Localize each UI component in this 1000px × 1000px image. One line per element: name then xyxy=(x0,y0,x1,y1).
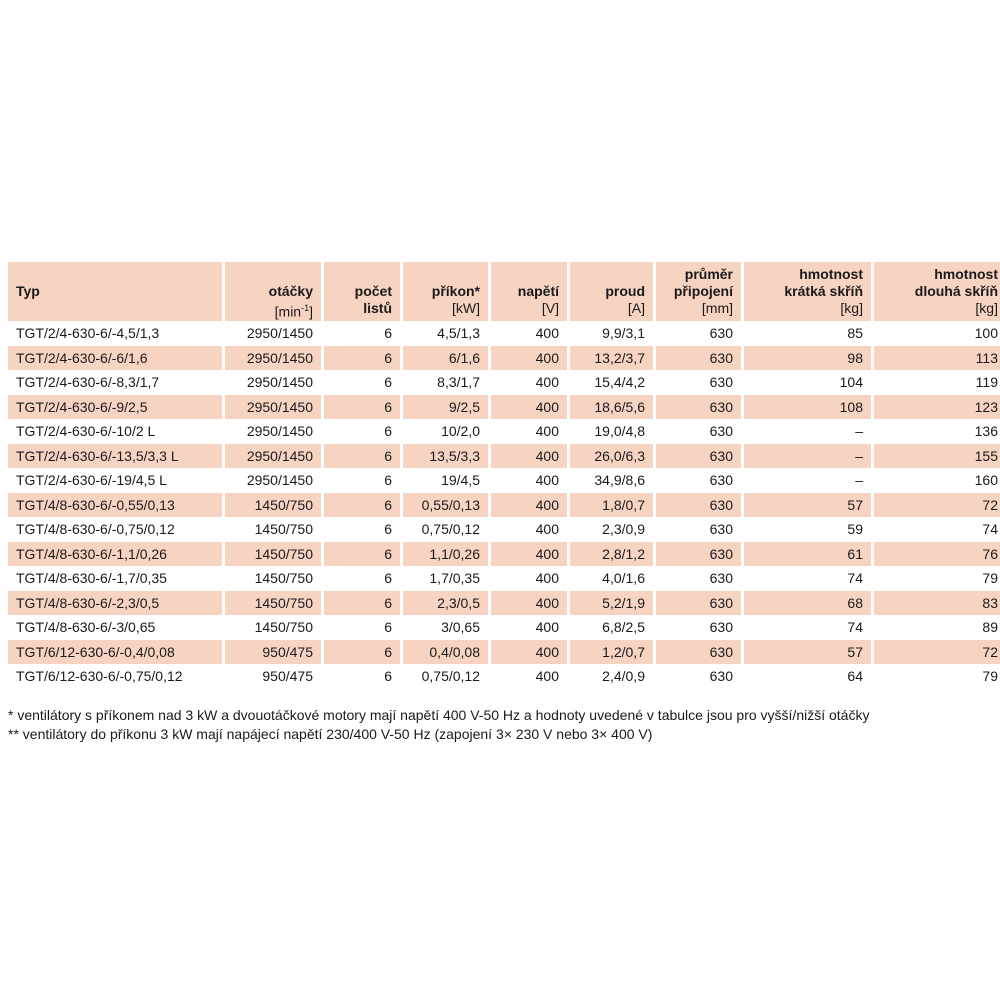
cell-prikon: 2,3/0,5 xyxy=(403,590,491,615)
cell-pocet-listu: 6 xyxy=(324,566,403,591)
cell-hmotnost-kratka: 74 xyxy=(744,615,874,640)
cell-napeti: 400 xyxy=(491,492,570,517)
cell-hmotnost-kratka: 64 xyxy=(744,664,874,689)
cell-hmotnost-kratka: – xyxy=(744,468,874,493)
cell-pocet-listu: 6 xyxy=(324,468,403,493)
cell-hmotnost-dlouha: 79 xyxy=(874,566,1000,591)
cell-otacky: 1450/750 xyxy=(225,492,324,517)
cell-prikon: 19/4,5 xyxy=(403,468,491,493)
cell-prumer: 630 xyxy=(656,590,744,615)
cell-hmotnost-dlouha: 123 xyxy=(874,394,1000,419)
cell-typ: TGT/6/12-630-6/-0,4/0,08 xyxy=(8,639,225,664)
footnotes xyxy=(8,706,996,744)
cell-pocet-listu: 6 xyxy=(324,492,403,517)
cell-napeti: 400 xyxy=(491,615,570,640)
cell-pocet-listu: 6 xyxy=(324,394,403,419)
cell-prikon: 10/2,0 xyxy=(403,419,491,444)
cell-hmotnost-kratka: – xyxy=(744,419,874,444)
spec-table-container xyxy=(8,262,996,688)
cell-otacky: 2950/1450 xyxy=(225,468,324,493)
cell-napeti: 400 xyxy=(491,321,570,346)
cell-hmotnost-kratka: 85 xyxy=(744,321,874,346)
cell-pocet-listu: 6 xyxy=(324,517,403,542)
cell-napeti: 400 xyxy=(491,664,570,689)
cell-hmotnost-kratka: 108 xyxy=(744,394,874,419)
cell-otacky: 2950/1450 xyxy=(225,370,324,395)
cell-typ: TGT/6/12-630-6/-0,75/0,12 xyxy=(8,664,225,689)
cell-hmotnost-dlouha: 136 xyxy=(874,419,1000,444)
cell-typ: TGT/4/8-630-6/-3/0,65 xyxy=(8,615,225,640)
table-header-row xyxy=(8,262,1000,321)
table-row xyxy=(8,615,1000,640)
cell-typ: TGT/4/8-630-6/-2,3/0,5 xyxy=(8,590,225,615)
cell-prumer: 630 xyxy=(656,639,744,664)
cell-hmotnost-kratka: – xyxy=(744,443,874,468)
cell-hmotnost-dlouha: 100 xyxy=(874,321,1000,346)
cell-pocet-listu: 6 xyxy=(324,590,403,615)
cell-hmotnost-dlouha: 113 xyxy=(874,345,1000,370)
cell-proud: 5,2/1,9 xyxy=(570,590,656,615)
cell-proud: 1,2/0,7 xyxy=(570,639,656,664)
cell-prumer: 630 xyxy=(656,517,744,542)
cell-pocet-listu: 6 xyxy=(324,443,403,468)
cell-napeti: 400 xyxy=(491,517,570,542)
table-row xyxy=(8,590,1000,615)
cell-otacky: 2950/1450 xyxy=(225,345,324,370)
table-row xyxy=(8,394,1000,419)
cell-typ: TGT/2/4-630-6/-13,5/3,3 L xyxy=(8,443,225,468)
cell-hmotnost-dlouha: 79 xyxy=(874,664,1000,689)
cell-napeti: 400 xyxy=(491,566,570,591)
cell-otacky: 2950/1450 xyxy=(225,321,324,346)
cell-napeti: 400 xyxy=(491,468,570,493)
header-proud: proud [A] xyxy=(570,262,656,321)
cell-proud: 2,3/0,9 xyxy=(570,517,656,542)
cell-napeti: 400 xyxy=(491,541,570,566)
cell-proud: 19,0/4,8 xyxy=(570,419,656,444)
footnote-1: * ventilátory s příkonem nad 3 kW a dvouotáčkové motory mají napětí 400 V-50 Hz a hodnoty uvedené v tabulce jsou pro vyšší/nižší otáčky xyxy=(8,707,870,723)
table-body xyxy=(8,321,1000,689)
cell-prumer: 630 xyxy=(656,370,744,395)
table-row xyxy=(8,419,1000,444)
header-napeti: napětí [V] xyxy=(491,262,570,321)
table-row xyxy=(8,517,1000,542)
footnote-2: ** ventilátory do příkonu 3 kW mají napájecí napětí 230/400 V-50 Hz (zapojení 3× 230 V nebo 3× 400 V) xyxy=(8,726,653,742)
table-row xyxy=(8,566,1000,591)
cell-typ: TGT/2/4-630-6/-6/1,6 xyxy=(8,345,225,370)
cell-proud: 18,6/5,6 xyxy=(570,394,656,419)
cell-proud: 2,4/0,9 xyxy=(570,664,656,689)
cell-prikon: 0,75/0,12 xyxy=(403,664,491,689)
cell-napeti: 400 xyxy=(491,345,570,370)
cell-prumer: 630 xyxy=(656,394,744,419)
cell-proud: 34,9/8,6 xyxy=(570,468,656,493)
cell-hmotnost-kratka: 57 xyxy=(744,639,874,664)
cell-typ: TGT/2/4-630-6/-9/2,5 xyxy=(8,394,225,419)
cell-hmotnost-kratka: 98 xyxy=(744,345,874,370)
cell-otacky: 2950/1450 xyxy=(225,394,324,419)
unit-otacky: $[\min^{-1}]$ xyxy=(274,303,313,320)
cell-pocet-listu: 6 xyxy=(324,639,403,664)
cell-hmotnost-kratka: 61 xyxy=(744,541,874,566)
cell-pocet-listu: 6 xyxy=(324,370,403,395)
cell-otacky: 1450/750 xyxy=(225,615,324,640)
table-row xyxy=(8,345,1000,370)
cell-prikon: 1,7/0,35 xyxy=(403,566,491,591)
cell-typ: TGT/2/4-630-6/-19/4,5 L xyxy=(8,468,225,493)
table-row xyxy=(8,468,1000,493)
header-typ: Typ xyxy=(8,262,225,321)
cell-pocet-listu: 6 xyxy=(324,541,403,566)
cell-proud: 26,0/6,3 xyxy=(570,443,656,468)
cell-typ: TGT/2/4-630-6/-10/2 L xyxy=(8,419,225,444)
cell-proud: 2,8/1,2 xyxy=(570,541,656,566)
cell-typ: TGT/4/8-630-6/-0,55/0,13 xyxy=(8,492,225,517)
cell-typ: TGT/4/8-630-6/-0,75/0,12 xyxy=(8,517,225,542)
cell-prumer: 630 xyxy=(656,664,744,689)
cell-proud: 9,9/3,1 xyxy=(570,321,656,346)
cell-napeti: 400 xyxy=(491,394,570,419)
table-row xyxy=(8,321,1000,346)
table-row xyxy=(8,664,1000,689)
cell-otacky: 1450/750 xyxy=(225,566,324,591)
cell-hmotnost-kratka: 57 xyxy=(744,492,874,517)
cell-typ: TGT/4/8-630-6/-1,7/0,35 xyxy=(8,566,225,591)
cell-napeti: 400 xyxy=(491,370,570,395)
cell-pocet-listu: 6 xyxy=(324,664,403,689)
cell-pocet-listu: 6 xyxy=(324,615,403,640)
table-row xyxy=(8,370,1000,395)
header-prumer-pripojeni: průměr připojení [mm] xyxy=(656,262,744,321)
table-row xyxy=(8,639,1000,664)
cell-hmotnost-kratka: 104 xyxy=(744,370,874,395)
cell-prikon: 6/1,6 xyxy=(403,345,491,370)
cell-prumer: 630 xyxy=(656,566,744,591)
header-pocet-listu: počet listů xyxy=(324,262,403,321)
cell-hmotnost-dlouha: 72 xyxy=(874,639,1000,664)
cell-otacky: 1450/750 xyxy=(225,590,324,615)
cell-otacky: 2950/1450 xyxy=(225,419,324,444)
fan-spec-table xyxy=(8,262,1000,688)
cell-prikon: 4,5/1,3 xyxy=(403,321,491,346)
cell-prumer: 630 xyxy=(656,615,744,640)
cell-prumer: 630 xyxy=(656,345,744,370)
cell-hmotnost-dlouha: 83 xyxy=(874,590,1000,615)
cell-pocet-listu: 6 xyxy=(324,419,403,444)
cell-hmotnost-dlouha: 160 xyxy=(874,468,1000,493)
table-row xyxy=(8,443,1000,468)
cell-typ: TGT/2/4-630-6/-8,3/1,7 xyxy=(8,370,225,395)
cell-hmotnost-kratka: 74 xyxy=(744,566,874,591)
cell-prumer: 630 xyxy=(656,468,744,493)
cell-napeti: 400 xyxy=(491,639,570,664)
cell-hmotnost-kratka: 68 xyxy=(744,590,874,615)
cell-otacky: 1450/750 xyxy=(225,517,324,542)
cell-prikon: 3/0,65 xyxy=(403,615,491,640)
cell-prikon: 9/2,5 xyxy=(403,394,491,419)
cell-hmotnost-dlouha: 72 xyxy=(874,492,1000,517)
cell-hmotnost-dlouha: 76 xyxy=(874,541,1000,566)
table-row xyxy=(8,492,1000,517)
cell-hmotnost-dlouha: 89 xyxy=(874,615,1000,640)
header-hmotnost-kratka: hmotnost krátká skříň [kg] xyxy=(744,262,874,321)
cell-prikon: 1,1/0,26 xyxy=(403,541,491,566)
cell-otacky: 950/475 xyxy=(225,664,324,689)
cell-prikon: 0,55/0,13 xyxy=(403,492,491,517)
cell-hmotnost-dlouha: 119 xyxy=(874,370,1000,395)
cell-hmotnost-dlouha: 74 xyxy=(874,517,1000,542)
cell-hmotnost-dlouha: 155 xyxy=(874,443,1000,468)
cell-otacky: 2950/1450 xyxy=(225,443,324,468)
cell-napeti: 400 xyxy=(491,419,570,444)
cell-typ: TGT/2/4-630-6/-4,5/1,3 xyxy=(8,321,225,346)
cell-otacky: 950/475 xyxy=(225,639,324,664)
cell-prikon: 13,5/3,3 xyxy=(403,443,491,468)
cell-prikon: 0,75/0,12 xyxy=(403,517,491,542)
cell-prumer: 630 xyxy=(656,419,744,444)
cell-prumer: 630 xyxy=(656,443,744,468)
cell-prumer: 630 xyxy=(656,541,744,566)
cell-prikon: 0,4/0,08 xyxy=(403,639,491,664)
cell-prumer: 630 xyxy=(656,321,744,346)
cell-pocet-listu: 6 xyxy=(324,345,403,370)
cell-proud: 6,8/2,5 xyxy=(570,615,656,640)
cell-otacky: 1450/750 xyxy=(225,541,324,566)
header-otacky: otáčky $[\min^{-1}]$ xyxy=(225,262,324,321)
cell-proud: 1,8/0,7 xyxy=(570,492,656,517)
cell-typ: TGT/4/8-630-6/-1,1/0,26 xyxy=(8,541,225,566)
cell-prikon: 8,3/1,7 xyxy=(403,370,491,395)
cell-proud: 4,0/1,6 xyxy=(570,566,656,591)
cell-proud: 13,2/3,7 xyxy=(570,345,656,370)
cell-napeti: 400 xyxy=(491,590,570,615)
cell-hmotnost-kratka: 59 xyxy=(744,517,874,542)
header-prikon: příkon* [kW] xyxy=(403,262,491,321)
header-hmotnost-dlouha: hmotnost dlouhá skříň [kg] xyxy=(874,262,1000,321)
table-row xyxy=(8,541,1000,566)
cell-prumer: 630 xyxy=(656,492,744,517)
cell-pocet-listu: 6 xyxy=(324,321,403,346)
cell-napeti: 400 xyxy=(491,443,570,468)
cell-proud: 15,4/4,2 xyxy=(570,370,656,395)
